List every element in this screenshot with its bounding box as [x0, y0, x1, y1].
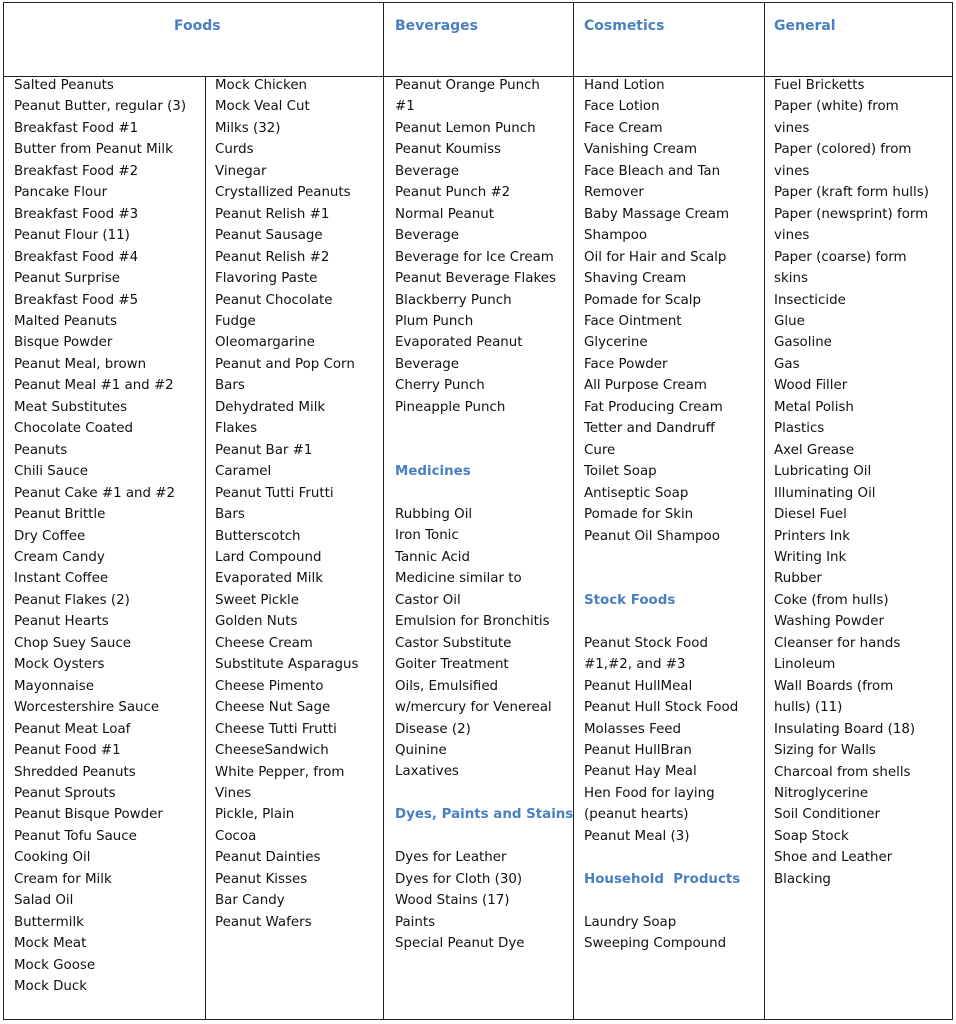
- list-item: Illuminating Oil: [774, 485, 876, 501]
- list-item: Peanut Meal, brown: [14, 356, 147, 372]
- cosmetics-list: [584, 75, 740, 547]
- list-item: Oleomargarine: [215, 335, 315, 351]
- list-item: Caramel: [215, 464, 272, 480]
- list-item: Mock Chicken: [215, 78, 308, 93]
- list-item: Beverage for Ice Cream: [395, 249, 554, 265]
- list-item: Peanut Stock Food: [584, 635, 708, 651]
- list-item: (peanut hearts): [584, 807, 689, 823]
- list-item: Toilet Soap: [584, 464, 657, 480]
- list-item: Evaporated Peanut: [395, 335, 523, 351]
- list-item: All Purpose Cream: [584, 378, 707, 394]
- list-item: Peanut Sprouts: [14, 785, 116, 801]
- list-item: #1: [395, 99, 415, 115]
- list-item: Charcoal from shells: [774, 764, 911, 780]
- list-item: Peanut Meat Loaf: [14, 721, 131, 737]
- list-item: Soap Stock: [774, 828, 849, 844]
- list-item: Peanut Meal (3): [584, 828, 690, 844]
- list-item: Paper (newsprint) form: [774, 206, 929, 222]
- dyes-list: [395, 847, 573, 954]
- list-item: Beverage: [395, 356, 460, 372]
- list-item: Peanut Flour (11): [14, 228, 130, 244]
- list-item: Insecticide: [774, 292, 846, 308]
- column-divider-1: [383, 3, 384, 1019]
- list-item: Wall Boards (from: [774, 678, 894, 694]
- list-item: Breakfast Food #3: [14, 206, 139, 222]
- list-item: Sweet Pickle: [215, 592, 300, 608]
- list-item: Metal Polish: [774, 399, 854, 415]
- list-item: Beverage: [395, 163, 460, 179]
- list-item: Cream Candy: [14, 549, 105, 565]
- list-item: Breakfast Food #2: [14, 163, 139, 179]
- list-item: Wood Filler: [774, 378, 848, 394]
- list-item: Normal Peanut: [395, 206, 494, 222]
- list-item: Instant Coffee: [14, 571, 109, 587]
- list-item: Golden Nuts: [215, 614, 298, 630]
- medicines-heading: Medicines: [395, 464, 471, 480]
- list-item: Cream for Milk: [14, 871, 112, 887]
- list-item: Mayonnaise: [14, 678, 94, 694]
- list-item: Face Lotion: [584, 99, 660, 115]
- header-beverages: Beverages: [395, 18, 478, 34]
- list-item: Hand Lotion: [584, 78, 665, 93]
- list-item: Blackberry Punch: [395, 292, 512, 308]
- list-item: Peanut Punch #2: [395, 185, 511, 201]
- list-item: skins: [774, 271, 808, 287]
- list-item: Printers Ink: [774, 528, 850, 544]
- list-item: Peanut Tutti Frutti: [215, 485, 334, 501]
- list-item: Cleanser for hands: [774, 635, 901, 651]
- beverages-list: [395, 75, 573, 418]
- list-item: vines: [774, 120, 810, 136]
- list-item: Glycerine: [584, 335, 648, 351]
- list-item: Vinegar: [215, 163, 267, 179]
- list-item: Pickle, Plain: [215, 807, 295, 823]
- list-item: Cooking Oil: [14, 850, 91, 866]
- list-item: Coke (from hulls): [774, 592, 889, 608]
- cosmetics-column: [584, 75, 740, 955]
- household-heading: Household Products: [584, 871, 741, 887]
- list-item: Special Peanut Dye: [395, 936, 525, 952]
- beverages-column: [395, 75, 573, 955]
- list-item: Malted Peanuts: [14, 313, 117, 329]
- list-item: #1,#2, and #3: [584, 657, 686, 673]
- list-item: Buttermilk: [14, 914, 84, 930]
- list-item: Pomade for Skin: [584, 507, 694, 523]
- list-item: Bars: [215, 507, 245, 523]
- list-item: Cheese Pimento: [215, 678, 324, 694]
- list-item: Peanut Orange Punch: [395, 78, 540, 93]
- foods-column-2: [215, 75, 358, 933]
- list-item: Peanut Flakes (2): [14, 592, 130, 608]
- list-item: Vines: [215, 785, 252, 801]
- list-item: Paper (white) from: [774, 99, 899, 115]
- list-item: Mock Goose: [14, 957, 96, 973]
- list-item: Dyes for Leather: [395, 850, 507, 866]
- column-divider-3: [764, 3, 765, 1019]
- general-column: [774, 75, 929, 890]
- header-cosmetics: Cosmetics: [584, 18, 665, 34]
- list-item: Shampoo: [584, 228, 648, 244]
- list-item: Dyes for Cloth (30): [395, 871, 523, 887]
- list-item: Peanut Chocolate: [215, 292, 333, 308]
- list-item: Lard Compound: [215, 549, 322, 565]
- list-item: Molasses Feed: [584, 721, 682, 737]
- list-item: Blacking: [774, 871, 831, 887]
- list-item: Breakfast Food #1: [14, 120, 139, 136]
- list-item: Peanut Cake #1 and #2: [14, 485, 176, 501]
- list-item: Laundry Soap: [584, 914, 677, 930]
- list-item: Cheese Tutti Frutti: [215, 721, 337, 737]
- list-item: Peanut Hearts: [14, 614, 109, 630]
- list-item: Fat Producing Cream: [584, 399, 723, 415]
- list-item: Chili Sauce: [14, 464, 89, 480]
- list-item: Paper (coarse) form: [774, 249, 907, 265]
- foods-column-1: [14, 75, 186, 997]
- list-item: White Pepper, from: [215, 764, 345, 780]
- list-item: Dry Coffee: [14, 528, 86, 544]
- stock-foods-heading: Stock Foods: [584, 592, 676, 608]
- dyes-heading: Dyes, Paints and Stains: [395, 807, 574, 823]
- list-item: Bar Candy: [215, 893, 285, 909]
- list-item: Milks (32): [215, 120, 281, 136]
- list-item: Plastics: [774, 421, 825, 437]
- header-foods: Foods: [174, 18, 221, 34]
- list-item: Peanut Wafers: [215, 914, 312, 930]
- list-item: Peanut Brittle: [14, 507, 106, 523]
- list-item: Writing Ink: [774, 549, 847, 565]
- list-item: Worcestershire Sauce: [14, 700, 160, 716]
- list-item: CheeseSandwich: [215, 743, 329, 759]
- list-item: Peanut Bisque Powder: [14, 807, 163, 823]
- list-item: Bars: [215, 378, 245, 394]
- list-item: Peanut Hay Meal: [584, 764, 697, 780]
- list-item: vines: [774, 228, 810, 244]
- list-item: Laxatives: [395, 764, 459, 780]
- list-item: Peanut Relish #2: [215, 249, 330, 265]
- list-item: Castor Oil: [395, 592, 461, 608]
- list-item: Cheese Cream: [215, 635, 313, 651]
- list-item: Peanut Meal #1 and #2: [14, 378, 174, 394]
- list-item: Hen Food for laying: [584, 785, 715, 801]
- list-item: Flavoring Paste: [215, 271, 318, 287]
- list-item: Fudge: [215, 313, 256, 329]
- list-item: Soil Conditioner: [774, 807, 881, 823]
- list-item: Paints: [395, 914, 436, 930]
- list-item: Vanishing Cream: [584, 142, 698, 158]
- list-item: Cherry Punch: [395, 378, 485, 394]
- list-item: Peanut Beverage Flakes: [395, 271, 556, 287]
- list-item: Dehydrated Milk: [215, 399, 326, 415]
- list-item: Chocolate Coated: [14, 421, 133, 437]
- list-item: Disease (2): [395, 721, 471, 737]
- list-item: Emulsion for Bronchitis: [395, 614, 550, 630]
- list-item: Meat Substitutes: [14, 399, 128, 415]
- list-item: Plum Punch: [395, 313, 474, 329]
- list-item: Baby Massage Cream: [584, 206, 730, 222]
- list-item: Mock Duck: [14, 979, 88, 995]
- list-item: Cheese Nut Sage: [215, 700, 331, 716]
- list-item: Curds: [215, 142, 254, 158]
- list-item: Breakfast Food #4: [14, 249, 139, 265]
- list-item: Sizing for Walls: [774, 743, 876, 759]
- list-item: Breakfast Food #5: [14, 292, 139, 308]
- list-item: Peanut Hull Stock Food: [584, 700, 739, 716]
- list-item: Face Cream: [584, 120, 663, 136]
- list-item: Washing Powder: [774, 614, 885, 630]
- list-item: Peanut and Pop Corn: [215, 356, 355, 372]
- list-item: Evaporated Milk: [215, 571, 323, 587]
- list-item: Pomade for Scalp: [584, 292, 701, 308]
- list-item: Flakes: [215, 421, 258, 437]
- header-general: General: [774, 18, 836, 34]
- list-item: Peanut Tofu Sauce: [14, 828, 137, 844]
- medicines-list: [395, 504, 573, 783]
- list-item: Crystallized Peanuts: [215, 185, 351, 201]
- list-item: Sweeping Compound: [584, 936, 727, 952]
- list-item: Pancake Flour: [14, 185, 108, 201]
- list-item: Gas: [774, 356, 800, 372]
- list-item: Mock Oysters: [14, 657, 105, 673]
- list-item: Cocoa: [215, 828, 257, 844]
- list-item: Mock Meat: [14, 936, 87, 952]
- list-item: Peanut Butter, regular (3): [14, 99, 187, 115]
- list-item: Paper (kraft form hulls): [774, 185, 929, 201]
- list-item: Linoleum: [774, 657, 836, 673]
- list-item: Rubbing Oil: [395, 507, 473, 523]
- list-item: Peanut Surprise: [14, 271, 120, 287]
- list-item: Peanut Relish #1: [215, 206, 330, 222]
- list-item: Castor Substitute: [395, 635, 512, 651]
- list-item: Substitute Asparagus: [215, 657, 359, 673]
- list-item: Lubricating Oil: [774, 464, 872, 480]
- list-item: Peanut Dainties: [215, 850, 321, 866]
- list-item: Peanut Lemon Punch: [395, 120, 536, 136]
- household-list: [584, 912, 740, 955]
- list-item: Cure: [584, 442, 616, 458]
- list-item: Face Ointment: [584, 313, 682, 329]
- foods-inner-divider: [205, 76, 206, 1019]
- list-item: Chop Suey Sauce: [14, 635, 131, 651]
- list-item: Tetter and Dandruff: [584, 421, 715, 437]
- list-item: Peanut Oil Shampoo: [584, 528, 720, 544]
- list-item: Axel Grease: [774, 442, 855, 458]
- list-item: Peanuts: [14, 442, 68, 458]
- list-item: Peanut HullBran: [584, 743, 692, 758]
- list-item: Rubber: [774, 571, 822, 587]
- list-item: Peanut HullMeal: [584, 678, 693, 694]
- list-item: Iron Tonic: [395, 528, 459, 544]
- list-item: Face Bleach and Tan: [584, 163, 721, 179]
- list-item: Oils, Emulsified: [395, 678, 499, 694]
- list-item: Shaving Cream: [584, 271, 687, 287]
- list-item: Diesel Fuel: [774, 507, 847, 523]
- list-item: Salad Oil: [14, 893, 74, 909]
- list-item: Gasoline: [774, 335, 832, 351]
- list-item: Face Powder: [584, 356, 668, 372]
- list-item: Butter from Peanut Milk: [14, 142, 173, 158]
- list-item: Peanut Sausage: [215, 228, 323, 244]
- list-item: Butterscotch: [215, 528, 301, 544]
- list-item: Medicine similar to: [395, 571, 522, 587]
- list-item: Peanut Food #1: [14, 743, 121, 759]
- list-item: Quinine: [395, 743, 447, 758]
- list-item: Mock Veal Cut: [215, 99, 310, 115]
- list-item: Remover: [584, 185, 644, 201]
- list-item: vines: [774, 163, 810, 179]
- list-item: hulls) (11): [774, 700, 843, 716]
- list-item: Shredded Peanuts: [14, 764, 136, 780]
- list-item: Pineapple Punch: [395, 399, 506, 415]
- list-item: Fuel Bricketts: [774, 78, 865, 93]
- list-item: Salted Peanuts: [14, 78, 114, 93]
- list-item: Peanut Bar #1: [215, 442, 313, 458]
- list-item: Wood Stains (17): [395, 893, 510, 909]
- stock-foods-list: [584, 633, 740, 848]
- list-item: Beverage: [395, 228, 460, 244]
- list-item: w/mercury for Venereal: [395, 700, 552, 716]
- list-item: Paper (colored) from: [774, 142, 912, 158]
- list-item: Nitroglycerine: [774, 785, 869, 801]
- list-item: Oil for Hair and Scalp: [584, 249, 727, 265]
- list-item: Bisque Powder: [14, 335, 113, 351]
- list-item: Shoe and Leather: [774, 850, 893, 866]
- list-item: Peanut Koumiss: [395, 142, 502, 158]
- list-item: Peanut Kisses: [215, 871, 308, 887]
- list-item: Glue: [774, 313, 805, 329]
- list-item: Tannic Acid: [395, 549, 470, 565]
- list-item: Goiter Treatment: [395, 657, 509, 673]
- list-item: Antiseptic Soap: [584, 485, 689, 501]
- list-item: Insulating Board (18): [774, 721, 916, 737]
